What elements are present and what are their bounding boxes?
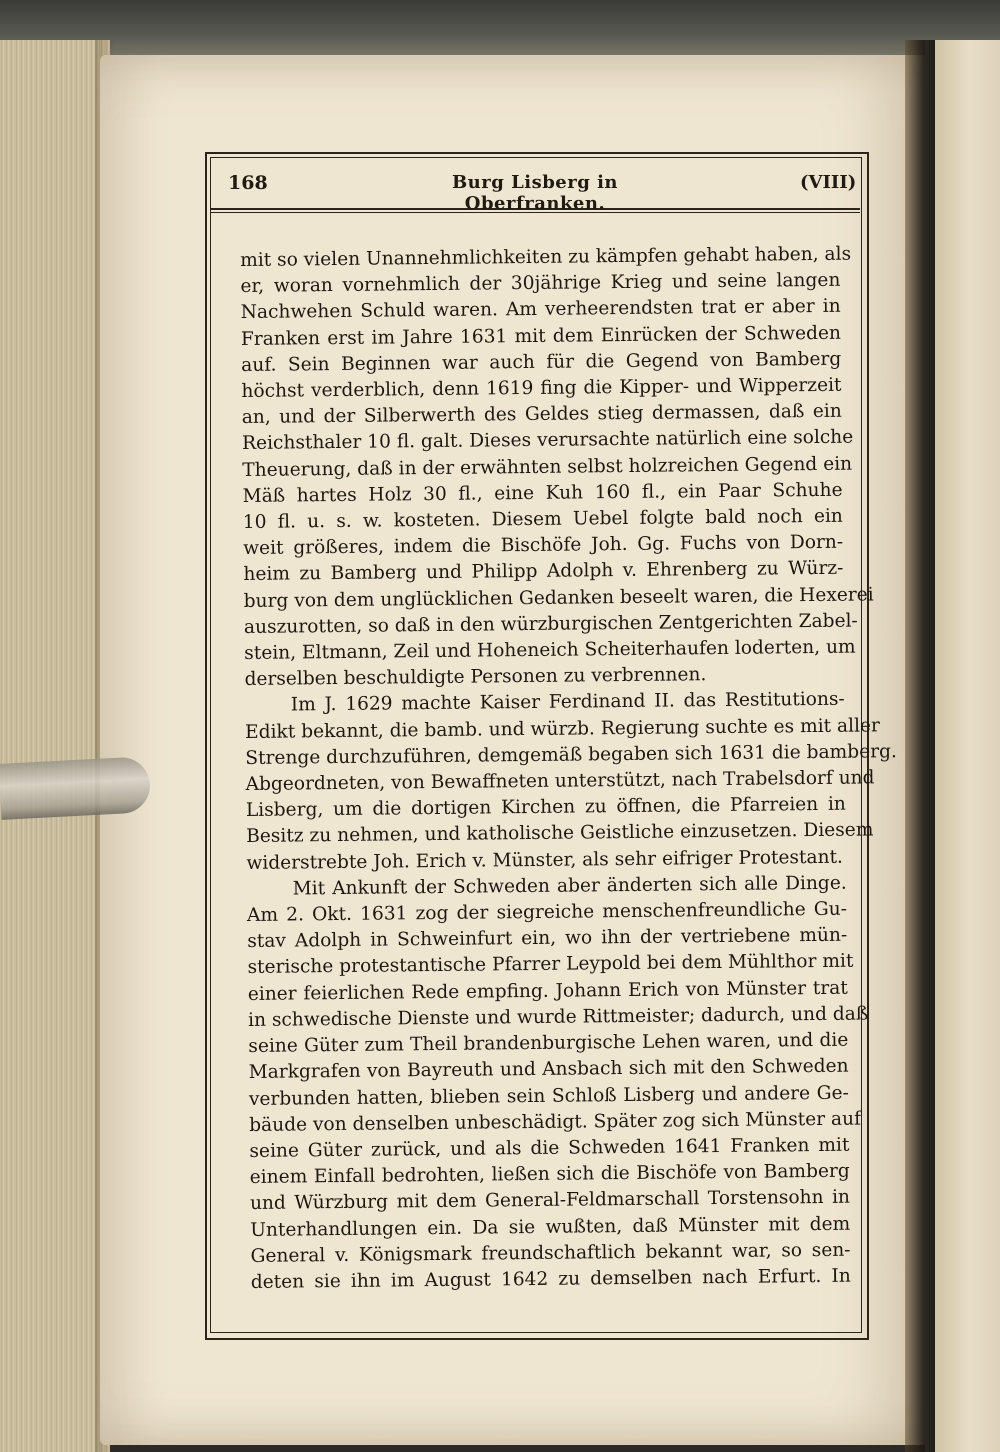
text-line: Mäß hartes Holz 30 fl., eine Kuh 160 fl., ein Paar Schuhe bbox=[242, 479, 843, 507]
text-line: höchst verderblich, denn 1619 fing die Kipper- und Wipperzeit bbox=[241, 374, 842, 403]
text-line: Reichsthaler 10 fl. galt. Dieses verursachte natürlich eine solche bbox=[241, 427, 854, 455]
text-line: Im J. 1629 machte Kaiser Ferdinand II. das Restitutions- bbox=[290, 689, 845, 716]
text-line: Besitz zu nehmen, und katholische Geistliche einzusetzen. Diesem bbox=[246, 819, 874, 848]
text-line: stav Adolph in Schweinfurt ein, wo ihn der vertriebene mün- bbox=[247, 924, 848, 953]
section-marker: (VIII) bbox=[800, 172, 857, 193]
text-line: Unterhandlungen ein. Da sie wußten, daß Münster mit dem bbox=[250, 1213, 851, 1241]
facing-page-edge bbox=[925, 40, 1000, 1452]
text-line: auf. Sein Beginnen war auch für die Gegend von Bamberg bbox=[241, 348, 842, 376]
text-line: Nachwehen Schuld waren. Am verheerendsten trat er aber in bbox=[240, 296, 841, 324]
text-line: in schwedische Dienste und wurde Rittmeister; dadurch, und daß bbox=[247, 1003, 869, 1031]
book-top-edge bbox=[0, 0, 1000, 60]
text-line: Edikt bekannt, die bamb. und würzb. Regierung suchte es mit aller bbox=[244, 714, 880, 743]
body-text bbox=[240, 242, 897, 1296]
text-line: stein, Eltmann, Zeil und Hoheneich Scheiterhaufen loderten, um bbox=[244, 636, 856, 665]
running-title: Burg Lisberg in Oberfranken. bbox=[451, 172, 619, 214]
text-line: Markgrafen von Bayreuth und Ansbach sich mit den Schweden bbox=[248, 1055, 849, 1084]
text-line: deten sie ihn im August 1642 zu demselben nach Erfurt. In bbox=[250, 1265, 851, 1293]
text-line: Abgeordneten, von Bewaffneten unterstützt, nach Trabelsdorf und bbox=[245, 767, 875, 796]
text-line: Am 2. Okt. 1631 zog der siegreiche menschenfreundliche Gu- bbox=[246, 898, 848, 927]
text-line: Lisberg, um die dortigen Kirchen zu öffnen, die Pfarreien in bbox=[245, 793, 846, 822]
text-line: widerstrebte Joh. Erich v. Münster, als sehr eifriger Protestant. bbox=[246, 846, 844, 874]
text-line: er, woran vornehmlich der 30jährige Krieg und seine langen bbox=[240, 269, 841, 298]
text-line: sterische protestantische Pfarrer Leypold bei dem Mühlthor mit bbox=[247, 951, 854, 979]
text-line: weit größeres, indem die Bischöfe Joh. Gg. Fuchs von Dorn- bbox=[243, 531, 844, 560]
text-line: heim zu Bamberg und Philipp Adolph v. Ehrenberg zu Würz- bbox=[243, 558, 844, 586]
book-gutter bbox=[905, 40, 935, 1452]
page-number: 168 bbox=[228, 172, 268, 194]
text-line: Strenge durchzuführen, demgemäß begaben sich 1631 die bamberg. bbox=[245, 741, 897, 769]
text-line: Theuerung, daß in der erwähnten selbst holzreichen Gegend ein bbox=[242, 453, 853, 481]
text-line: bäude von denselben unbeschädigt. Später zog sich Münster auf bbox=[249, 1108, 862, 1136]
text-line: auszurotten, so daß in den würzburgischen Zentgerichten Zabel- bbox=[243, 610, 858, 638]
text-line: derselben beschuldigte Personen zu verbrennen. bbox=[244, 664, 707, 691]
thumb-holding-page bbox=[0, 756, 151, 820]
page-stack-edge bbox=[0, 40, 110, 1452]
text-line: General v. Königsmark freundschaftlich bekannt war, so sen- bbox=[250, 1239, 851, 1267]
text-line: burg von dem unglücklichen Gedanken beseelt waren, die Hexerei bbox=[243, 584, 874, 612]
text-line: mit so vielen Unannehmlichkeiten zu kämpfen gehabt haben, als bbox=[240, 243, 852, 271]
text-line: und Würzburg mit dem General-Feldmarschall Torstensohn in bbox=[249, 1186, 851, 1215]
text-line: seine Güter zum Theil brandenburgische Lehen waren, und die bbox=[248, 1029, 849, 1058]
text-line: einem Einfall bedrohten, ließen sich die Bischöfe von Bamberg bbox=[249, 1160, 850, 1189]
text-line: an, und der Silberwerth des Geldes stieg dermassen, daß ein bbox=[241, 400, 842, 429]
text-line: Franken erst im Jahre 1631 mit dem Einrücken der Schweden bbox=[240, 322, 842, 350]
text-line: einer feierlichen Rede empfing. Johann Erich von Münster trat bbox=[247, 977, 848, 1005]
text-line: 10 fl. u. s. w. kosteten. Diesem Uebel folgte bald noch ein bbox=[242, 505, 843, 534]
text-line: seine Güter zurück, und als die Schweden 1641 Franken mit bbox=[249, 1134, 850, 1162]
text-line: Mit Ankunft der Schweden aber änderten sich alle Dinge. bbox=[292, 872, 847, 900]
text-line: verbunden hatten, blieben sein Schloß Lisberg und andere Ge- bbox=[248, 1082, 849, 1110]
